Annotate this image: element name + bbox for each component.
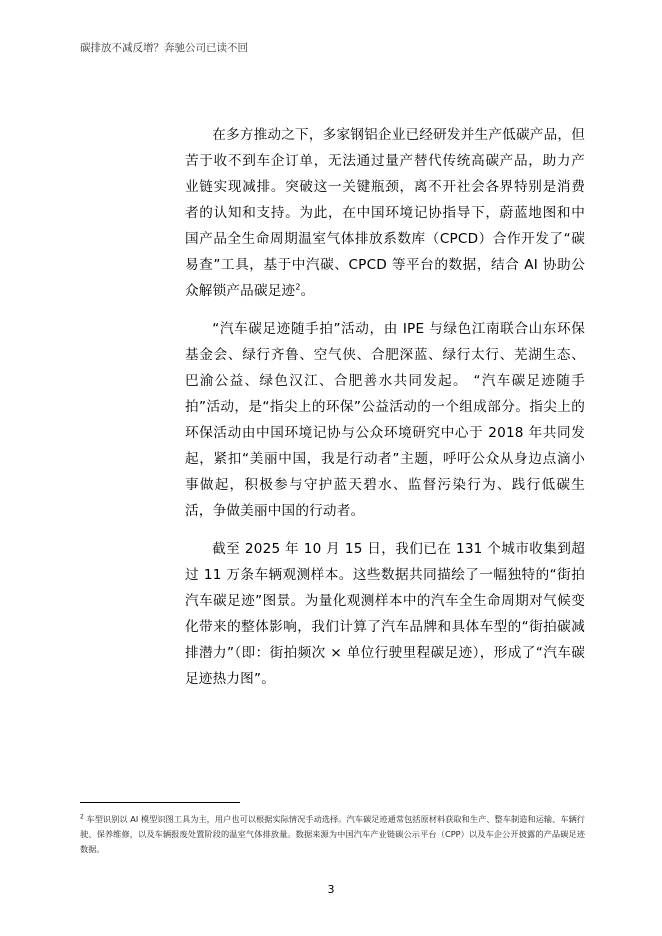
paragraph-carbon-tool [185, 122, 585, 304]
footnote-divider [80, 802, 240, 803]
footnote-marker: 2 [80, 813, 84, 821]
paragraph-observations [185, 536, 585, 692]
paragraph-text: “汽车碳足迹随手拍”活动，由 IPE 与绿色江南联合山东环保基金会、绿行齐鲁、空气侠、合肥深蓝、绿行太行、芜湖生态、巴渝公益、绿色汉江、合肥善水共同发起。 “汽车碳足迹随手拍”活动，是“指尖上的环保”公益活动的一个组成部分。指尖上的环保活动由中国环境记协与公众环境研究中心于 2018 年共同发起，紧扣“美丽中国，我是行动者”主题，呼吁公众从身边点滴小事做起，积极参与守护蓝天碧水、监督污染行为、践行低碳生活，争做美丽中国的行动者。 [185, 321, 585, 519]
running-header: 碳排放不减反增？奔驰公司已读不回 [80, 42, 248, 54]
page-number: 3 [327, 883, 335, 896]
paragraph-text: 截至 2025 年 10 月 15 日，我们已在 131 个城市收集到超过 11 万条车辆观测样本。这些数据共同描绘了一幅独特的“街拍汽车碳足迹”图景。为量化观测样本中的汽车全生命周期对气候变化带来的整体影响，我们计算了汽车品牌和具体车型的“街拍碳减排潜力”（即：街拍频次 × 单位行驶里程碳足迹），形成了“汽车碳足迹热力图”。 [185, 541, 585, 687]
paragraph-tail: 。 [300, 283, 315, 299]
paragraph-campaign [185, 316, 585, 524]
paragraph-text: 在多方推动之下，多家钢铝企业已经研发并生产低碳产品，但苦于收不到车企订单，无法通过量产替代传统高碳产品，助力产业链实现减排。突破这一关键瓶颈，离不开社会各界特别是消费者的认知和支持。为此，在中国环境记协指导下，蔚蓝地图和中国产品全生命周期温室气体排放系数库（CPCD）合作开发了“碳易查”工具，基于中汽碳、CPCD 等平台的数据，结合 AI 协助公众解锁产品碳足迹 [185, 127, 585, 299]
footnote-reference[interactable]: 2 [295, 282, 301, 292]
footnote [80, 812, 585, 857]
body-text [185, 122, 585, 692]
footnote-text: 车型识别以 AI 模型识图工具为主，用户也可以根据实际情况手动选择。汽车碳足迹通常包括原材料获取和生产、整车制造和运输、车辆行驶、保养维修，以及车辆报废处置阶段的温室气体排放量。数据来源为中国汽车产业链碳公示平台（CPP）以及车企公开披露的产品碳足迹数据。 [80, 814, 585, 854]
